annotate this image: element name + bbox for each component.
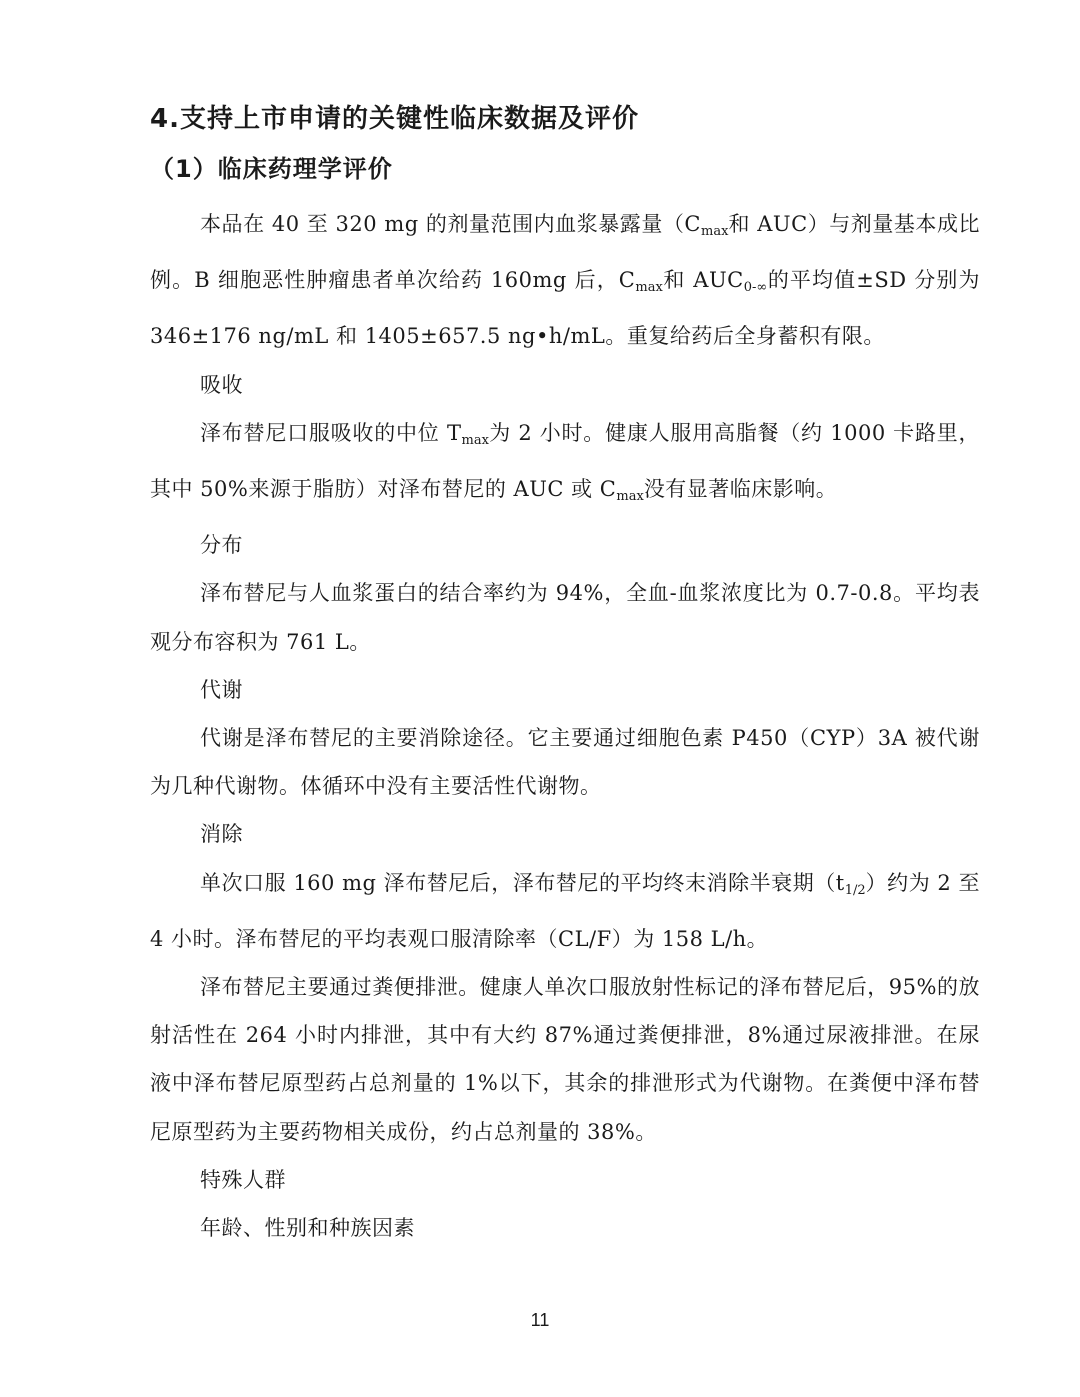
subsection-heading: （1）临床药理学评价 (150, 155, 393, 183)
page-number: 11 (530, 1310, 550, 1330)
paragraph-absorption: 泽布替尼口服吸收的中位 $T_{max}$为 2 小时。健康人服用高脂餐（约 1000 卡路里，其中 50%来源于脂肪）对泽布替尼的 AUC 或 $C_{max}$没有显著临床影响。 (150, 420, 980, 505)
label-age-sex-race: 年龄、性别和种族因素 (200, 1216, 415, 1241)
paragraph-excretion: 泽布替尼主要通过粪便排泄。健康人单次口服放射性标记的泽布替尼后，95%的放射活性在 264 小时内排泄，其中有大约 87%通过粪便排泄，8%通过尿液排泄。在尿液中泽布替尼原型药占总剂量的 1%以下，其余的排泄形式为代谢物。在粪便中泽布替尼原型药为主要药物相关成份，约占总剂量的 38%。 (150, 975, 980, 1144)
paragraph-distribution: 泽布替尼与人血浆蛋白的结合率约为 94%，全血-血浆浓度比为 0.7-0.8。平均表观分布容积为 761 L。 (150, 581, 980, 654)
label-distribution: 分布 (200, 533, 243, 558)
label-metabolism: 代谢 (200, 677, 243, 702)
paragraph-elimination-halflife: 单次口服 160 mg 泽布替尼后，泽布替尼的平均终末消除半衰期$(t_{1/2})$约为 2 至 4 小时。泽布替尼的平均表观口服清除率（CL/F）为 158 L/h。 (150, 870, 980, 951)
label-special-populations: 特殊人群 (200, 1167, 286, 1192)
label-elimination: 消除 (200, 822, 243, 847)
paragraph-pk-overview: 本品在 40 至 320 mg 的剂量范围内血浆暴露量（$C_{max}$和 AUC）与剂量基本成比例。B 细胞恶性肿瘤患者单次给药 160mg 后，$C_{max}$和 $AUC_{0-\infty}$的平均值±SD 分别为 346±176 ng/mL 和 1405±657.5 ng•h/mL。重复给药后全身蓄积有限。 (150, 212, 981, 349)
section-heading: 4.支持上市申请的关键性临床数据及评价 (150, 104, 639, 134)
document-body (150, 92, 980, 1252)
paragraph-metabolism: 代谢是泽布替尼的主要消除途径。它主要通过细胞色素 P450（CYP）3A 被代谢为几种代谢物。体循环中没有主要活性代谢物。 (150, 726, 980, 799)
label-absorption: 吸收 (200, 372, 243, 397)
